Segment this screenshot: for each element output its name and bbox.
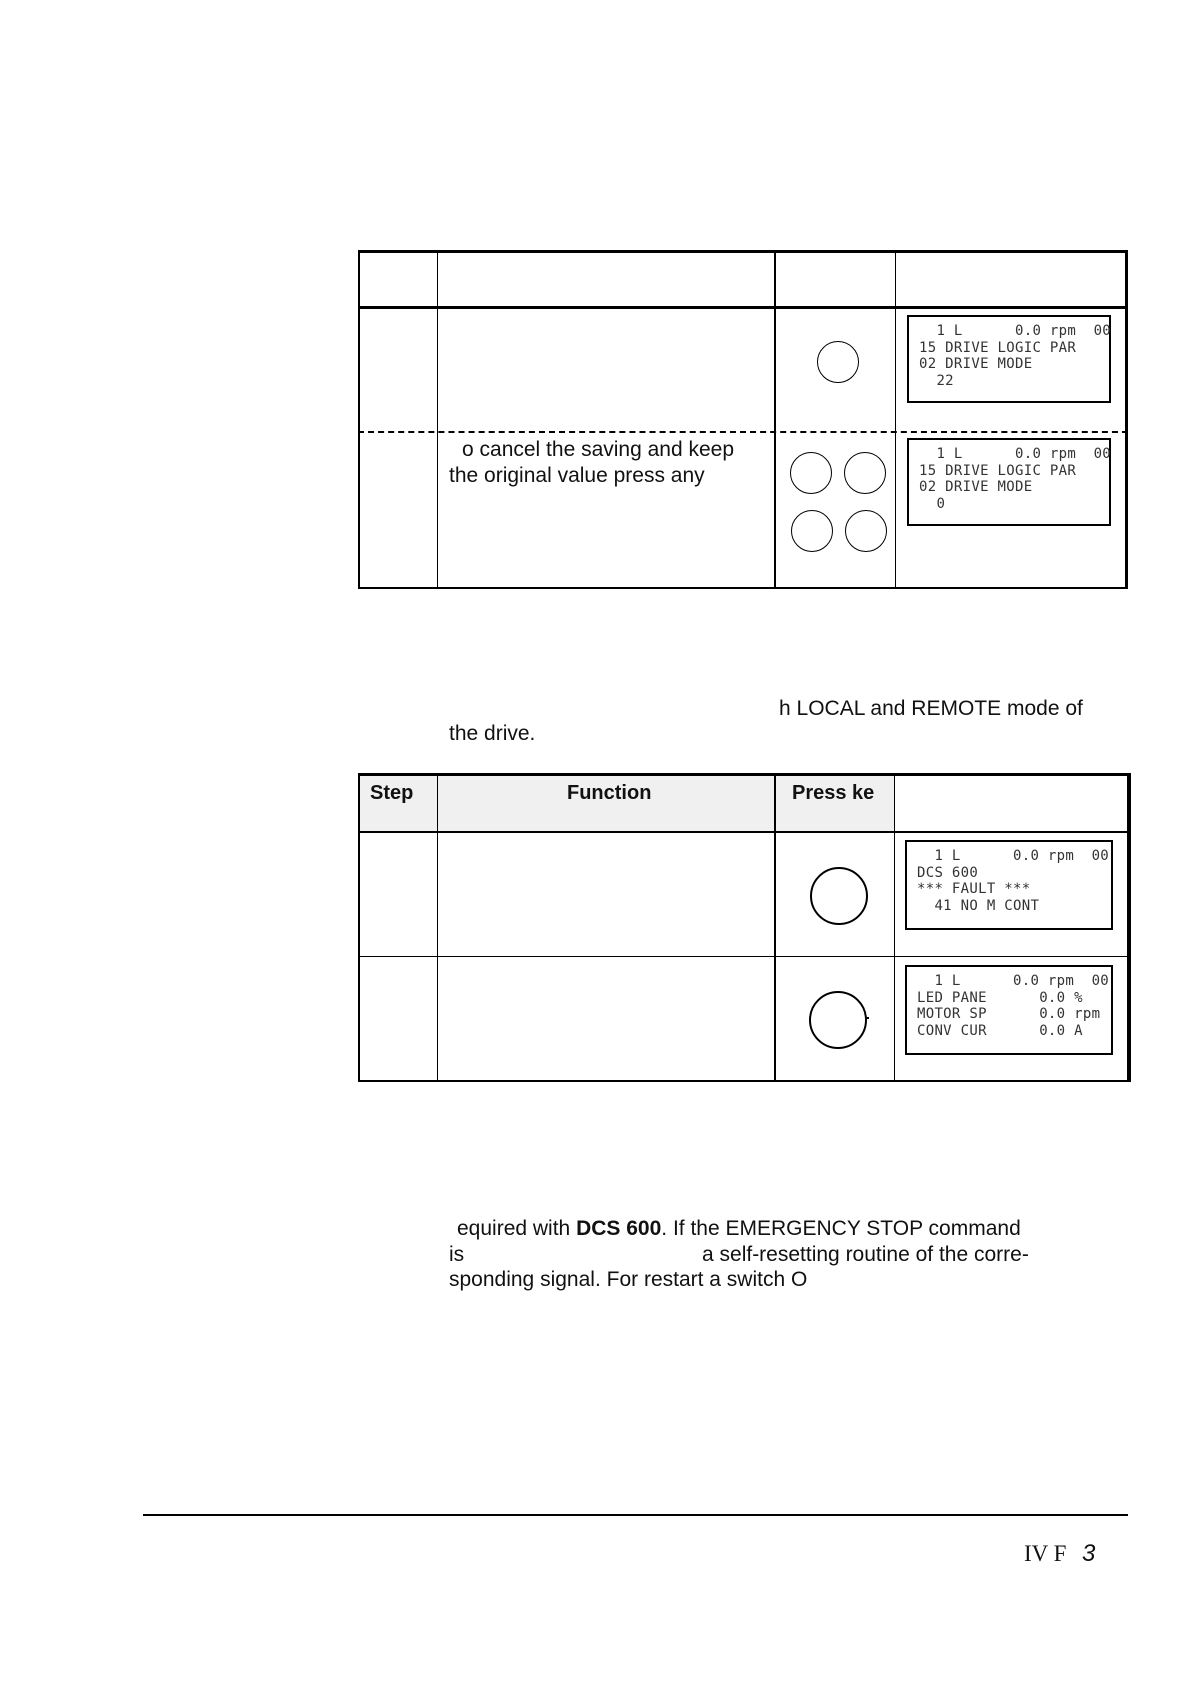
lcd-line: 22 bbox=[919, 372, 954, 389]
lcd-line: MOTOR SP 0.0 rpm bbox=[917, 1006, 1101, 1022]
lcd-line: 15 DRIVE LOGIC PAR bbox=[919, 462, 1077, 479]
lcd-line: 0 bbox=[919, 495, 946, 512]
body-text: h LOCAL and REMOTE mode of bbox=[779, 697, 1083, 720]
lcd-line: 1 L 0.0 rpm 00 bbox=[919, 446, 1112, 462]
page-number: 3 bbox=[1082, 1540, 1096, 1567]
lcd-line: 1 L 0.0 rpm 00 bbox=[917, 848, 1110, 864]
lcd-display bbox=[907, 315, 1111, 403]
function-text: the original value press any bbox=[449, 464, 705, 487]
lcd-line: 41 NO M CONT bbox=[917, 897, 1040, 914]
keypad-key bbox=[791, 510, 833, 552]
body-text: the drive. bbox=[449, 722, 536, 745]
lcd-line: 1 L 0.0 rpm 00 bbox=[919, 323, 1112, 339]
lcd-line: LED PANE 0.0 % bbox=[917, 989, 1083, 1006]
keypad-key bbox=[790, 452, 832, 494]
footer-rule bbox=[143, 1514, 1128, 1516]
body-text-segment: equired with bbox=[457, 1217, 577, 1240]
column-header-step: Step bbox=[370, 782, 414, 804]
body-text: a self-resetting routine of the corre- bbox=[702, 1243, 1029, 1266]
keypad-key bbox=[817, 341, 859, 383]
lcd-line: 02 DRIVE MODE bbox=[919, 356, 1033, 372]
keypad-key bbox=[844, 452, 886, 494]
function-text: o cancel the saving and keep bbox=[462, 438, 735, 461]
lcd-line: DCS 600 bbox=[917, 864, 979, 881]
keypad-key bbox=[810, 867, 868, 925]
lcd-line: 15 DRIVE LOGIC PAR bbox=[919, 339, 1077, 356]
product-name: DCS 600 bbox=[576, 1217, 662, 1240]
body-text: sponding signal. For restart a switch O bbox=[449, 1268, 808, 1291]
lcd-display bbox=[907, 438, 1111, 526]
body-text-segment: . If the EMERGENCY STOP command bbox=[661, 1217, 1021, 1240]
lcd-line: 02 DRIVE MODE bbox=[919, 479, 1033, 495]
keypad-key bbox=[809, 991, 867, 1049]
column-header-function: Function bbox=[567, 782, 652, 804]
column-header-press-key: Press ke bbox=[792, 782, 875, 804]
keypad-key bbox=[845, 510, 887, 552]
body-text bbox=[457, 1216, 1021, 1242]
lcd-display bbox=[905, 840, 1113, 930]
body-text: is bbox=[449, 1243, 465, 1266]
footer-section: IV F bbox=[1024, 1541, 1067, 1566]
lcd-line: 1 L 0.0 rpm 00 bbox=[917, 973, 1110, 989]
lcd-line: CONV CUR 0.0 A bbox=[917, 1022, 1083, 1039]
lcd-display bbox=[905, 965, 1113, 1055]
lcd-line: *** FAULT *** bbox=[917, 881, 1031, 897]
